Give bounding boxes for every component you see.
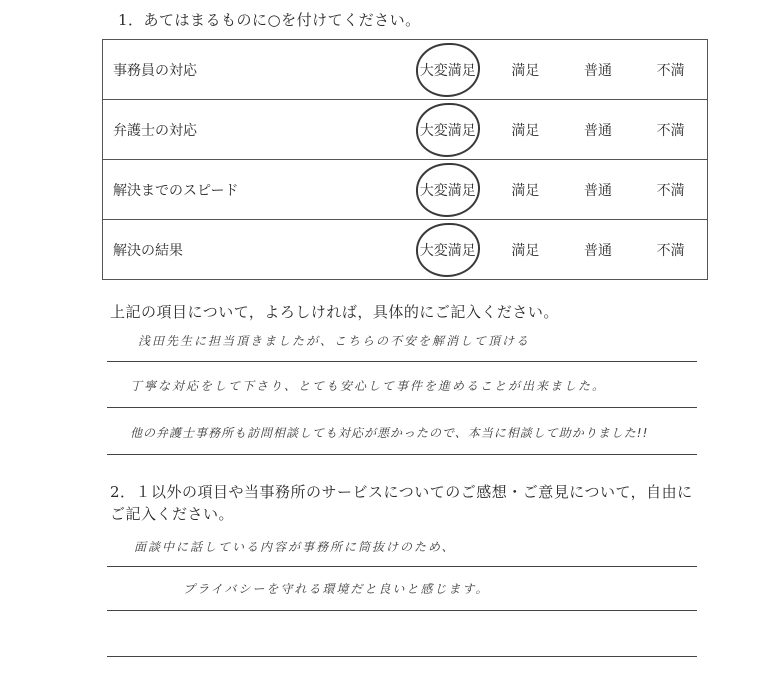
option-dissatisfied[interactable] xyxy=(634,40,707,100)
option-dissatisfied[interactable] xyxy=(634,220,707,280)
option-normal[interactable] xyxy=(562,220,635,280)
option-label: 満足 xyxy=(511,242,540,259)
option-label: 不満 xyxy=(656,122,685,139)
table-row xyxy=(103,40,708,100)
ruled-line xyxy=(107,610,697,611)
option-label: 満足 xyxy=(511,122,540,139)
option-satisfied[interactable] xyxy=(489,220,562,280)
section1-heading: 1．あてはまるものに○を付けてください。 xyxy=(118,11,421,29)
option-very-satisfied[interactable] xyxy=(407,220,489,280)
table-row xyxy=(103,160,708,220)
ruled-line xyxy=(107,407,697,408)
handwritten-comment-line: 浅田先生に担当頂きましたが、こちらの不安を解消して頂ける xyxy=(138,334,531,348)
option-normal[interactable] xyxy=(562,100,635,160)
handwritten-opinion-line: プライバシーを守れる環境だと良いと感じます。 xyxy=(183,582,490,596)
option-label: 普通 xyxy=(584,242,612,259)
rating-table xyxy=(102,39,708,280)
ruled-line xyxy=(107,566,697,567)
option-satisfied[interactable] xyxy=(489,100,562,160)
option-label: 満足 xyxy=(511,62,540,79)
row-label: 解決の結果 xyxy=(113,242,183,259)
table-row xyxy=(103,220,708,280)
option-label: 不満 xyxy=(656,242,685,259)
option-label: 不満 xyxy=(656,182,685,199)
row-label: 事務員の対応 xyxy=(103,40,407,100)
option-label: 満足 xyxy=(511,182,540,199)
section2-heading: 2．１以外の項目や当事務所のサービスについてのご感想・ご意見について，自由にご記入ください。 xyxy=(110,483,693,523)
option-very-satisfied[interactable] xyxy=(407,40,489,100)
option-label: 大変満足 xyxy=(419,242,476,259)
option-label: 普通 xyxy=(584,62,612,79)
option-satisfied[interactable] xyxy=(489,160,562,220)
handwritten-comment-line: 他の弁護士事務所も訪問相談しても対応が悪かったので、本当に相談して助かりました!! xyxy=(130,426,649,440)
ruled-line xyxy=(107,361,697,362)
handwritten-opinion-line: 面談中に話している内容が事務所に筒抜けのため、 xyxy=(134,540,456,554)
ruled-line xyxy=(107,656,697,657)
table-row xyxy=(103,100,708,160)
option-label: 普通 xyxy=(584,122,612,139)
option-normal[interactable] xyxy=(562,40,635,100)
option-label: 普通 xyxy=(584,182,612,199)
option-very-satisfied[interactable] xyxy=(407,160,489,220)
option-very-satisfied[interactable] xyxy=(407,100,489,160)
ruled-line xyxy=(107,454,697,455)
option-label: 大変満足 xyxy=(419,122,476,139)
option-normal[interactable] xyxy=(562,160,635,220)
option-dissatisfied[interactable] xyxy=(634,160,707,220)
option-label: 大変満足 xyxy=(419,62,476,79)
row-label: 弁護士の対応 xyxy=(103,100,407,160)
handwritten-comment-line: 丁寧な対応をして下さり、とても安心して事件を進めることが出来ました。 xyxy=(130,379,607,393)
option-label: 不満 xyxy=(656,62,685,79)
option-label: 大変満足 xyxy=(419,182,476,199)
option-dissatisfied[interactable] xyxy=(634,100,707,160)
row-label: 解決までのスピード xyxy=(103,160,407,220)
option-satisfied[interactable] xyxy=(489,40,562,100)
comment-instruction: 上記の項目について，よろしければ，具体的にご記入ください。 xyxy=(110,303,559,321)
